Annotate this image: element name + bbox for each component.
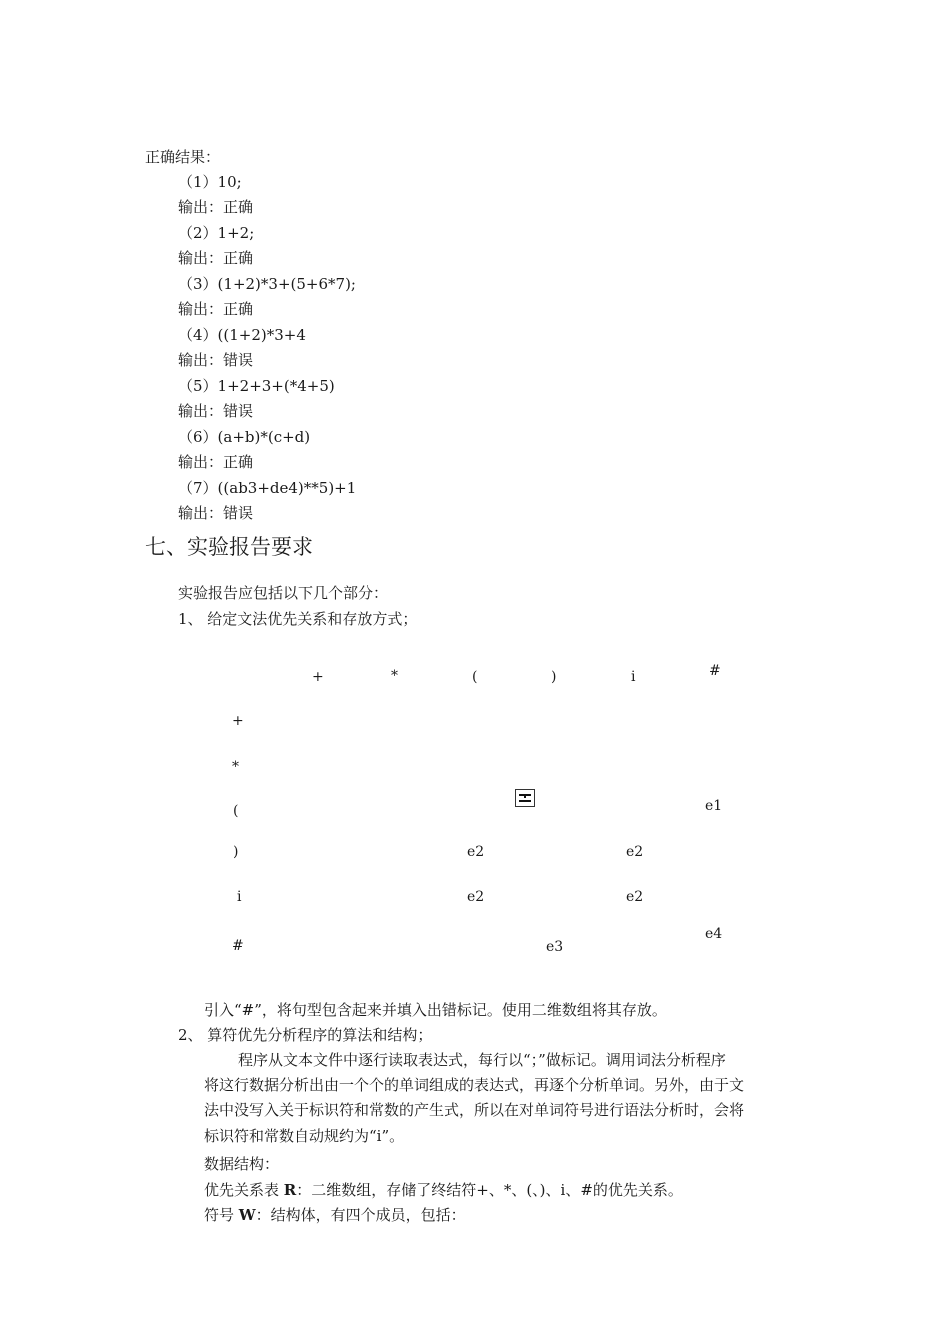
item-2-title: 2、 算符优先分析程序的算法和结构；: [178, 1026, 433, 1044]
section-intro: 实验报告应包括以下几个部分：: [178, 584, 389, 602]
algorithm-paragraph-line-4: 标识符和常数自动规约为“i”。: [204, 1127, 405, 1145]
table-note: 引入“#”，将句型包含起来并填入出错标记。使用二维数组将其存放。: [204, 1001, 667, 1019]
result-expr-4: （4）((1+2)*3+4: [178, 326, 306, 344]
result-expr-2: （2）1+2;: [178, 224, 255, 242]
cell-error-e4: e4: [705, 926, 723, 942]
result-expr-3: （3）(1+2)*3+(5+6*7);: [178, 275, 356, 293]
row-header-lparen: (: [233, 803, 239, 819]
result-output-7: 输出：错误: [178, 504, 254, 522]
data-structure-w: [204, 1205, 466, 1225]
results-title: 正确结果：: [145, 148, 221, 166]
cell-error-e2: e2: [626, 889, 644, 905]
result-output-2: 输出：正确: [178, 249, 254, 267]
row-header-star: *: [232, 759, 239, 775]
result-expr-6: （6）(a+b)*(c+d): [178, 428, 311, 446]
ds-w-prefix: 符号: [204, 1206, 239, 1224]
ds-r-text: ：二维数组，存储了终结符+、*、(、)、i、#的优先关系。: [296, 1181, 683, 1199]
col-header-i: i: [631, 669, 636, 685]
cell-error-e2: e2: [626, 844, 644, 860]
result-expr-7: （7）((ab3+de4)**5)+1: [178, 479, 357, 497]
col-header-star: *: [391, 668, 398, 684]
row-header-rparen: ): [233, 844, 239, 860]
cell-error-e2: e2: [467, 889, 485, 905]
col-header-rparen: ): [551, 669, 557, 685]
col-header-hash: #: [709, 663, 721, 679]
ds-r-prefix: 优先关系表: [204, 1181, 284, 1199]
cell-error-e3: e3: [546, 939, 564, 955]
result-expr-5: （5）1+2+3+(*4+5): [178, 377, 335, 395]
section-heading: 七、实验报告要求: [145, 535, 313, 559]
algorithm-paragraph-line-2: 将这行数据分析出由一个个的单词组成的表达式，再逐个分析单词。另外，由于文: [204, 1076, 745, 1094]
cell-error-e1: e1: [705, 798, 723, 814]
result-output-4: 输出：错误: [178, 351, 254, 369]
result-output-5: 输出：错误: [178, 402, 254, 420]
data-structure-title: 数据结构：: [204, 1155, 280, 1173]
cell-error-e2: e2: [467, 844, 485, 860]
row-header-plus: +: [232, 713, 244, 729]
result-output-3: 输出：正确: [178, 300, 254, 318]
algorithm-paragraph-line-1: 程序从文本文件中逐行读取表达式，每行以“；”做标记。调用词法分析程序: [238, 1051, 726, 1069]
equals-symbol-icon: [515, 789, 535, 807]
col-header-lparen: (: [472, 669, 478, 685]
ds-r-name: R: [283, 1181, 297, 1199]
ds-w-text: ：结构体，有四个成员，包括：: [255, 1206, 466, 1224]
result-output-1: 输出：正确: [178, 198, 254, 216]
row-header-hash: #: [232, 938, 244, 954]
row-header-i: i: [237, 889, 242, 905]
item-1-title: 1、 给定文法优先关系和存放方式；: [178, 610, 418, 628]
ds-w-name: W: [238, 1206, 256, 1224]
data-structure-r: [204, 1180, 683, 1200]
result-output-6: 输出：正确: [178, 453, 254, 471]
col-header-plus: +: [312, 669, 324, 685]
algorithm-paragraph-line-3: 法中没写入关于标识符和常数的产生式，所以在对单词符号进行语法分析时，会将: [204, 1101, 745, 1119]
result-expr-1: （1）10;: [178, 173, 242, 191]
